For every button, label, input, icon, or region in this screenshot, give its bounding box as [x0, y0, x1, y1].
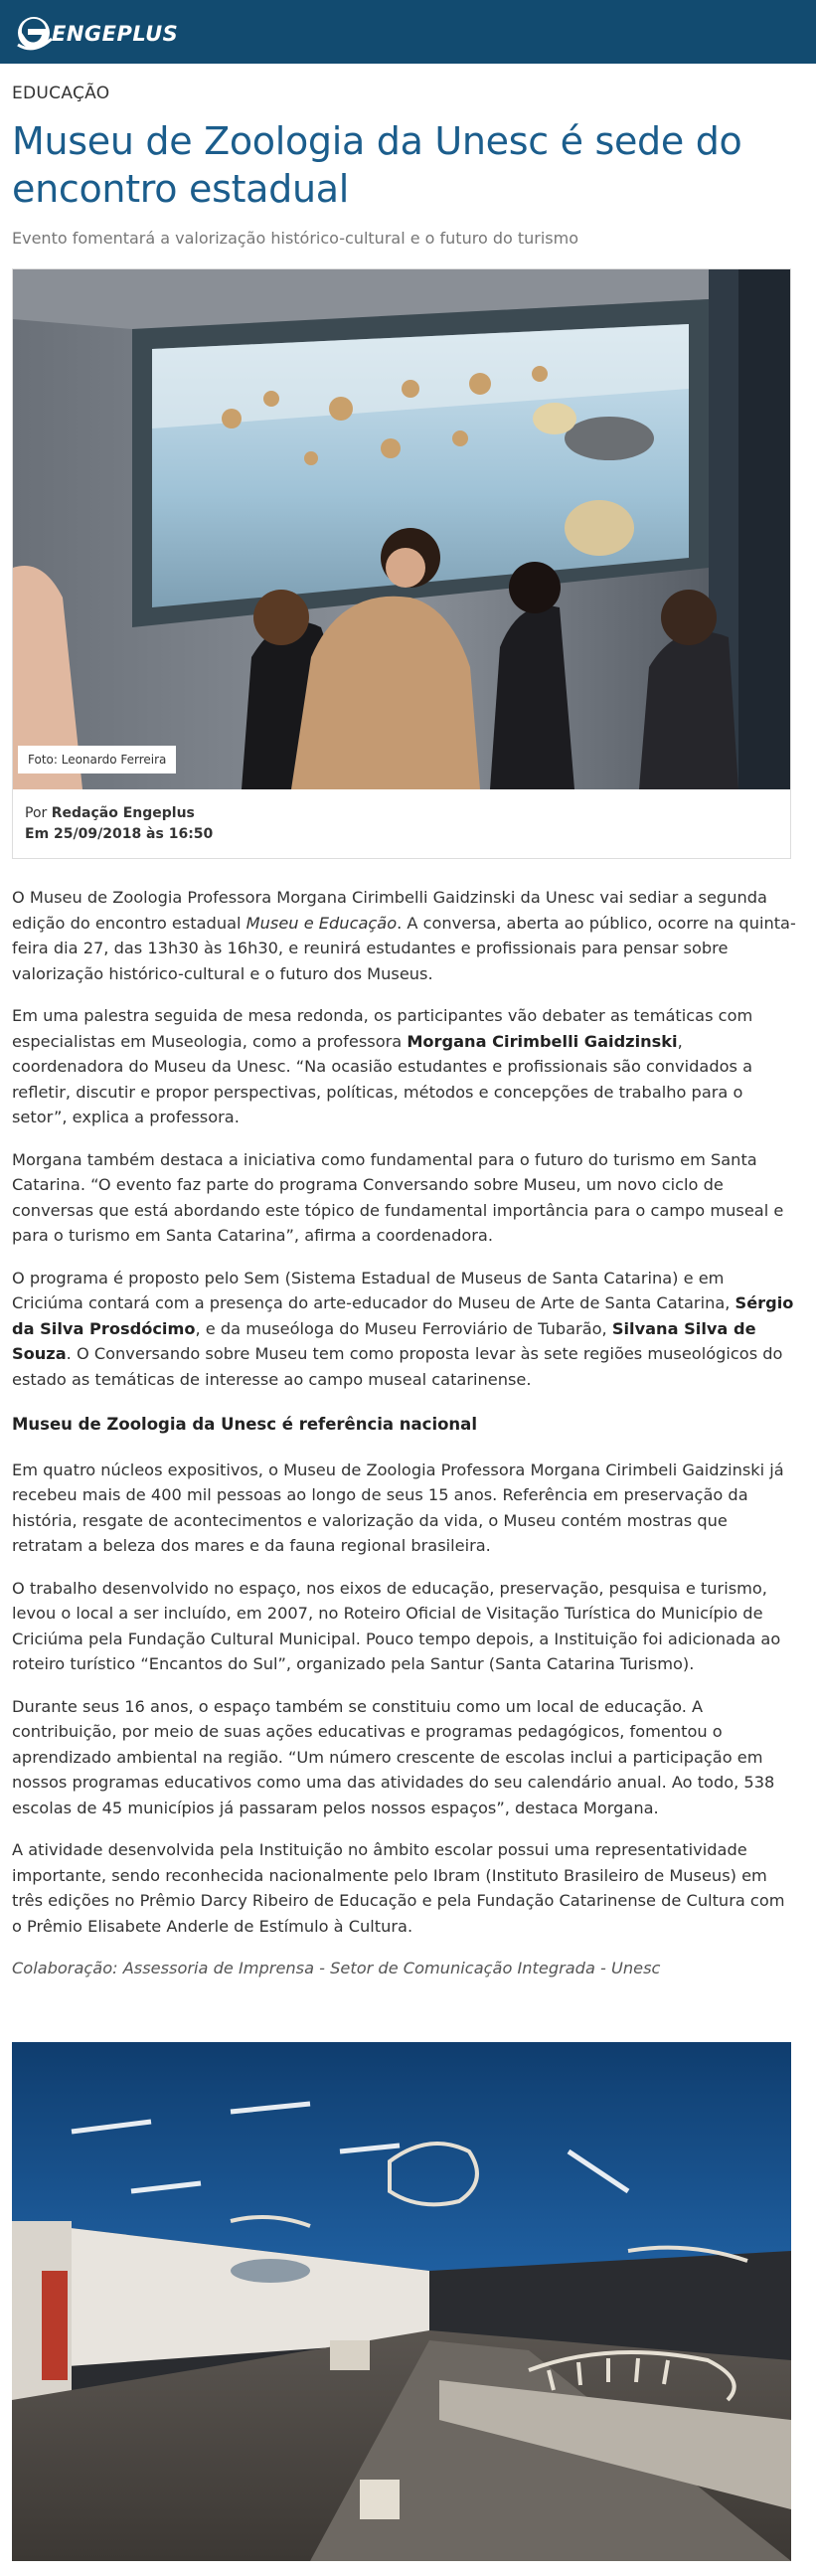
byline-prefix: Por: [25, 805, 48, 821]
photo-credit: Foto: Leonardo Ferreira: [18, 746, 176, 773]
paragraph-6: O trabalho desenvolvido no espaço, nos eixos de educação, preservação, pesquisa e turismo, levou o local a ser incluído, em 2007, no Roteiro Oficial de Visitação Turística do Município de Criciúma pela Fundação Cultural Municipal. Pouco tempo depois, a Instituição foi adicionada ao roteiro turístico “Encantos do Sul”, organizado pela Santur (Santa Catarina Turismo).: [12, 1578, 781, 1673]
article-media-card: [12, 268, 791, 859]
article-subtitle: Evento fomentará a valorização histórico-cultural e o futuro do turismo: [12, 229, 578, 248]
paragraph-7: Durante seus 16 anos, o espaço também se constituiu como um local de educação. A contribuição, por meio de suas ações educativas e programas pedagógicos, fomentou o aprendizado ambiental na região. “Um número crescente de escolas inclui a participação em nossos programas educativos como uma das atividades do seu calendário anual. Ao todo, 538 escolas de 45 municípios já passaram pelos nossos espaços”, destaca Morgana.: [12, 1696, 775, 1817]
article-body: [12, 885, 797, 1998]
logo-text: ENGEPLUS: [52, 22, 179, 46]
byline: [25, 803, 213, 845]
collaboration-credit: Colaboração: Assessoria de Imprensa - Setor de Comunicação Integrada - Unesc: [12, 1959, 661, 1977]
museum-hall-photo: [12, 2042, 791, 2561]
site-logo[interactable]: [12, 8, 178, 56]
paragraph-4: O programa é proposto pelo Sem (Sistema Estadual de Museus de Santa Catarina) e em Criciúma contará com a presença do arte-educador do Museu de Arte de Santa Catarina, Sérgio da Silva Prosdócimo, e da museóloga do Museu Ferroviário de Tubarão, Silvana Silva de Souza. O Conversando sobre Museu tem como proposta levar às sete regiões museológicos do estado as temáticas de interesse ao campo museal catarinense.: [12, 1268, 794, 1389]
museum-aquarium-photo: [13, 269, 790, 789]
article-category[interactable]: EDUCAÇÃO: [12, 84, 110, 103]
engeplus-logo-icon: [12, 9, 58, 55]
site-header: [0, 0, 816, 64]
section-heading: Museu de Zoologia da Unesc é referência nacional: [12, 1415, 477, 1434]
children-viewing-exhibit-image: [13, 269, 790, 789]
paragraph-2: Em uma palestra seguida de mesa redonda, os participantes vão debater as temáticas com especialistas em Museologia, como a professora Morgana Cirimbelli Gaidzinski, coordenadora do Museu da Unesc. “Na ocasião estudantes e profissionais são convidados a refletir, discutir e propor perspectivas, políticas, métodos e concepções de trabalho para o setor”, explica a professora.: [12, 1006, 753, 1126]
article-title: Museu de Zoologia da Unesc é sede do encontro estadual: [12, 119, 742, 211]
paragraph-3: Morgana também destaca a iniciativa como fundamental para o futuro do turismo em Santa Catarina. “O evento faz parte do programa Conversando sobre Museu, um novo ciclo de conversas que está abordando este tópico de fundamental importância para o campo museal e para o turismo em Santa Catarina”, afirma a coordenadora.: [12, 1149, 784, 1245]
skeleton-exhibit-hall-image: [12, 2042, 791, 2561]
paragraph-5: Em quatro núcleos expositivos, o Museu de Zoologia Professora Morgana Cirimbeli Gaidzinski já recebeu mais de 400 mil pessoas ao longo de seus 15 anos. Referência em preservação da história, resgate de acontecimentos e valorização da vida, o Museu contém mostras que retratam a beleza dos mares e da fauna regional brasileira.: [12, 1460, 784, 1555]
paragraph-1: O Museu de Zoologia Professora Morgana Cirimbelli Gaidzinski da Unesc vai sediar a segunda edição do encontro estadual Museu e Educação. A conversa, aberta ao público, ocorre na quinta-feira dia 27, das 13h30 às 16h30, e reunirá estudantes e profissionais para pensar sobre valorização histórico-cultural e o futuro dos Museus.: [12, 888, 796, 983]
author-name[interactable]: Redação Engeplus: [51, 805, 195, 821]
paragraph-8: A atividade desenvolvida pela Instituição no âmbito escolar possui uma representatividade importante, sendo reconhecida nacionalmente pelo Ibram (Instituto Brasileiro de Museus) em três edições no Prêmio Darcy Ribeiro de Educação e pela Fundação Catarinense de Cultura com o Prêmio Elisabete Anderle de Estímulo à Cultura.: [12, 1840, 785, 1936]
publish-date: Em 25/09/2018 às 16:50: [25, 826, 214, 842]
